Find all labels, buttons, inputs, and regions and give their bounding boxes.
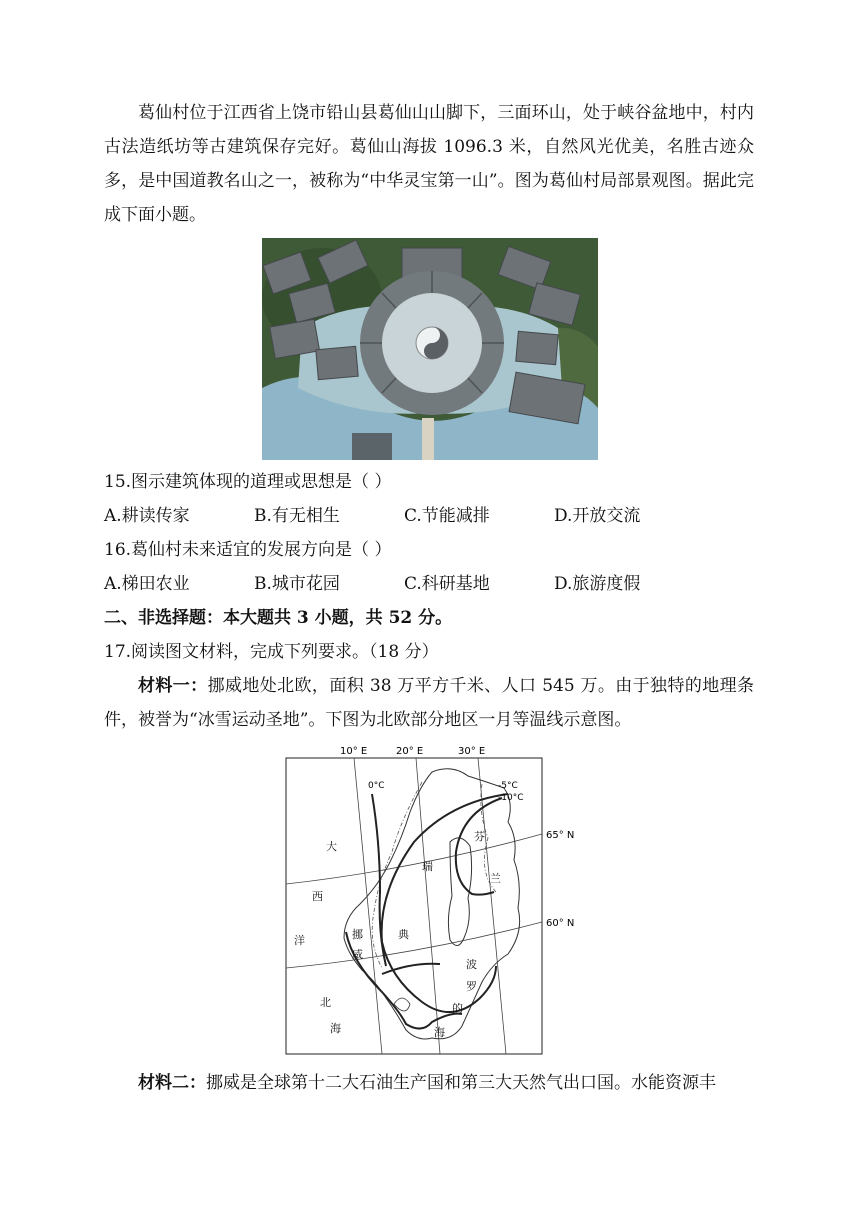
q16-stem: 16.葛仙村未来适宜的发展方向是（ ） <box>104 540 392 560</box>
lat-label-65n: 65° N <box>546 830 575 841</box>
lon-label-20e: 20° E <box>396 746 424 757</box>
material-two <box>104 1066 754 1100</box>
label-norway-2: 威 <box>352 948 363 961</box>
label-norway-1: 挪 <box>352 928 363 941</box>
label-atlantic-2: 西 <box>312 890 323 903</box>
q16-option-c[interactable]: C.科研基地 <box>404 574 490 594</box>
isotherm-label-0c: 0°C <box>368 781 385 791</box>
label-sweden-1: 瑞 <box>422 860 433 873</box>
q15-option-b[interactable]: B.有无相生 <box>254 506 340 526</box>
material-one <box>104 669 754 737</box>
label-baltic-2: 罗 <box>466 980 477 993</box>
label-finland-2: 兰 <box>490 872 501 885</box>
label-north-sea-2: 海 <box>330 1022 341 1035</box>
q15-option-c[interactable]: C.节能减排 <box>404 506 490 526</box>
q17-stem: 17.阅读图文材料，完成下列要求。（18 分） <box>104 642 439 662</box>
q16-option-d[interactable]: D.旅游度假 <box>554 574 641 594</box>
material-one-label: 材料一： <box>138 676 208 696</box>
label-atlantic-1: 大 <box>326 840 337 853</box>
label-finland-1: 芬 <box>474 830 485 843</box>
q15-stem: 15.图示建筑体现的道理或思想是（ ） <box>104 472 392 492</box>
material-two-text: 挪威是全球第十二大石油生产国和第三大天然气出口国。水能资源丰 <box>206 1073 716 1093</box>
material-two-label: 材料二： <box>138 1073 206 1093</box>
isotherm-label-minus5c: -5°C <box>498 781 518 791</box>
label-north-sea-1: 北 <box>320 996 331 1009</box>
village-aerial-photo <box>262 238 598 460</box>
north-europe-isotherm-map <box>282 742 582 1058</box>
label-baltic-3: 的 <box>452 1002 463 1015</box>
isotherm-label-minus10c: -10°C <box>498 793 524 803</box>
q15-option-a[interactable]: A.耕读传家 <box>104 506 190 526</box>
q16-option-a[interactable]: A.梯田农业 <box>104 574 190 594</box>
label-sweden-2: 典 <box>398 928 409 941</box>
q15-option-d[interactable]: D.开放交流 <box>554 506 641 526</box>
label-baltic-4: 海 <box>434 1026 445 1039</box>
intro-paragraph: 葛仙村位于江西省上饶市铅山县葛仙山山脚下，三面环山，处于峡谷盆地中，村内古法造纸坊等古建筑保存完好。葛仙山海拔 1096.3 米，自然风光优美，名胜古迹众多，是中国道教名山之一，被称为“中华灵宝第一山”。图为葛仙村局部景观图。据此完成下面小题。 <box>104 103 754 225</box>
section-heading: 二、非选择题：本大题共 3 小题，共 52 分。 <box>104 608 453 628</box>
q16-option-b[interactable]: B.城市花园 <box>254 574 340 594</box>
label-atlantic-3: 洋 <box>294 934 305 947</box>
lon-label-30e: 30° E <box>458 746 486 757</box>
material-one-text: 挪威地处北欧，面积 38 万平方千米、人口 545 万。由于独特的地理条件，被誉为“冰雪运动圣地”。下图为北欧部分地区一月等温线示意图。 <box>104 676 755 730</box>
lat-label-60n: 60° N <box>546 918 575 929</box>
label-baltic-1: 波 <box>466 958 477 971</box>
lon-label-10e: 10° E <box>340 746 368 757</box>
